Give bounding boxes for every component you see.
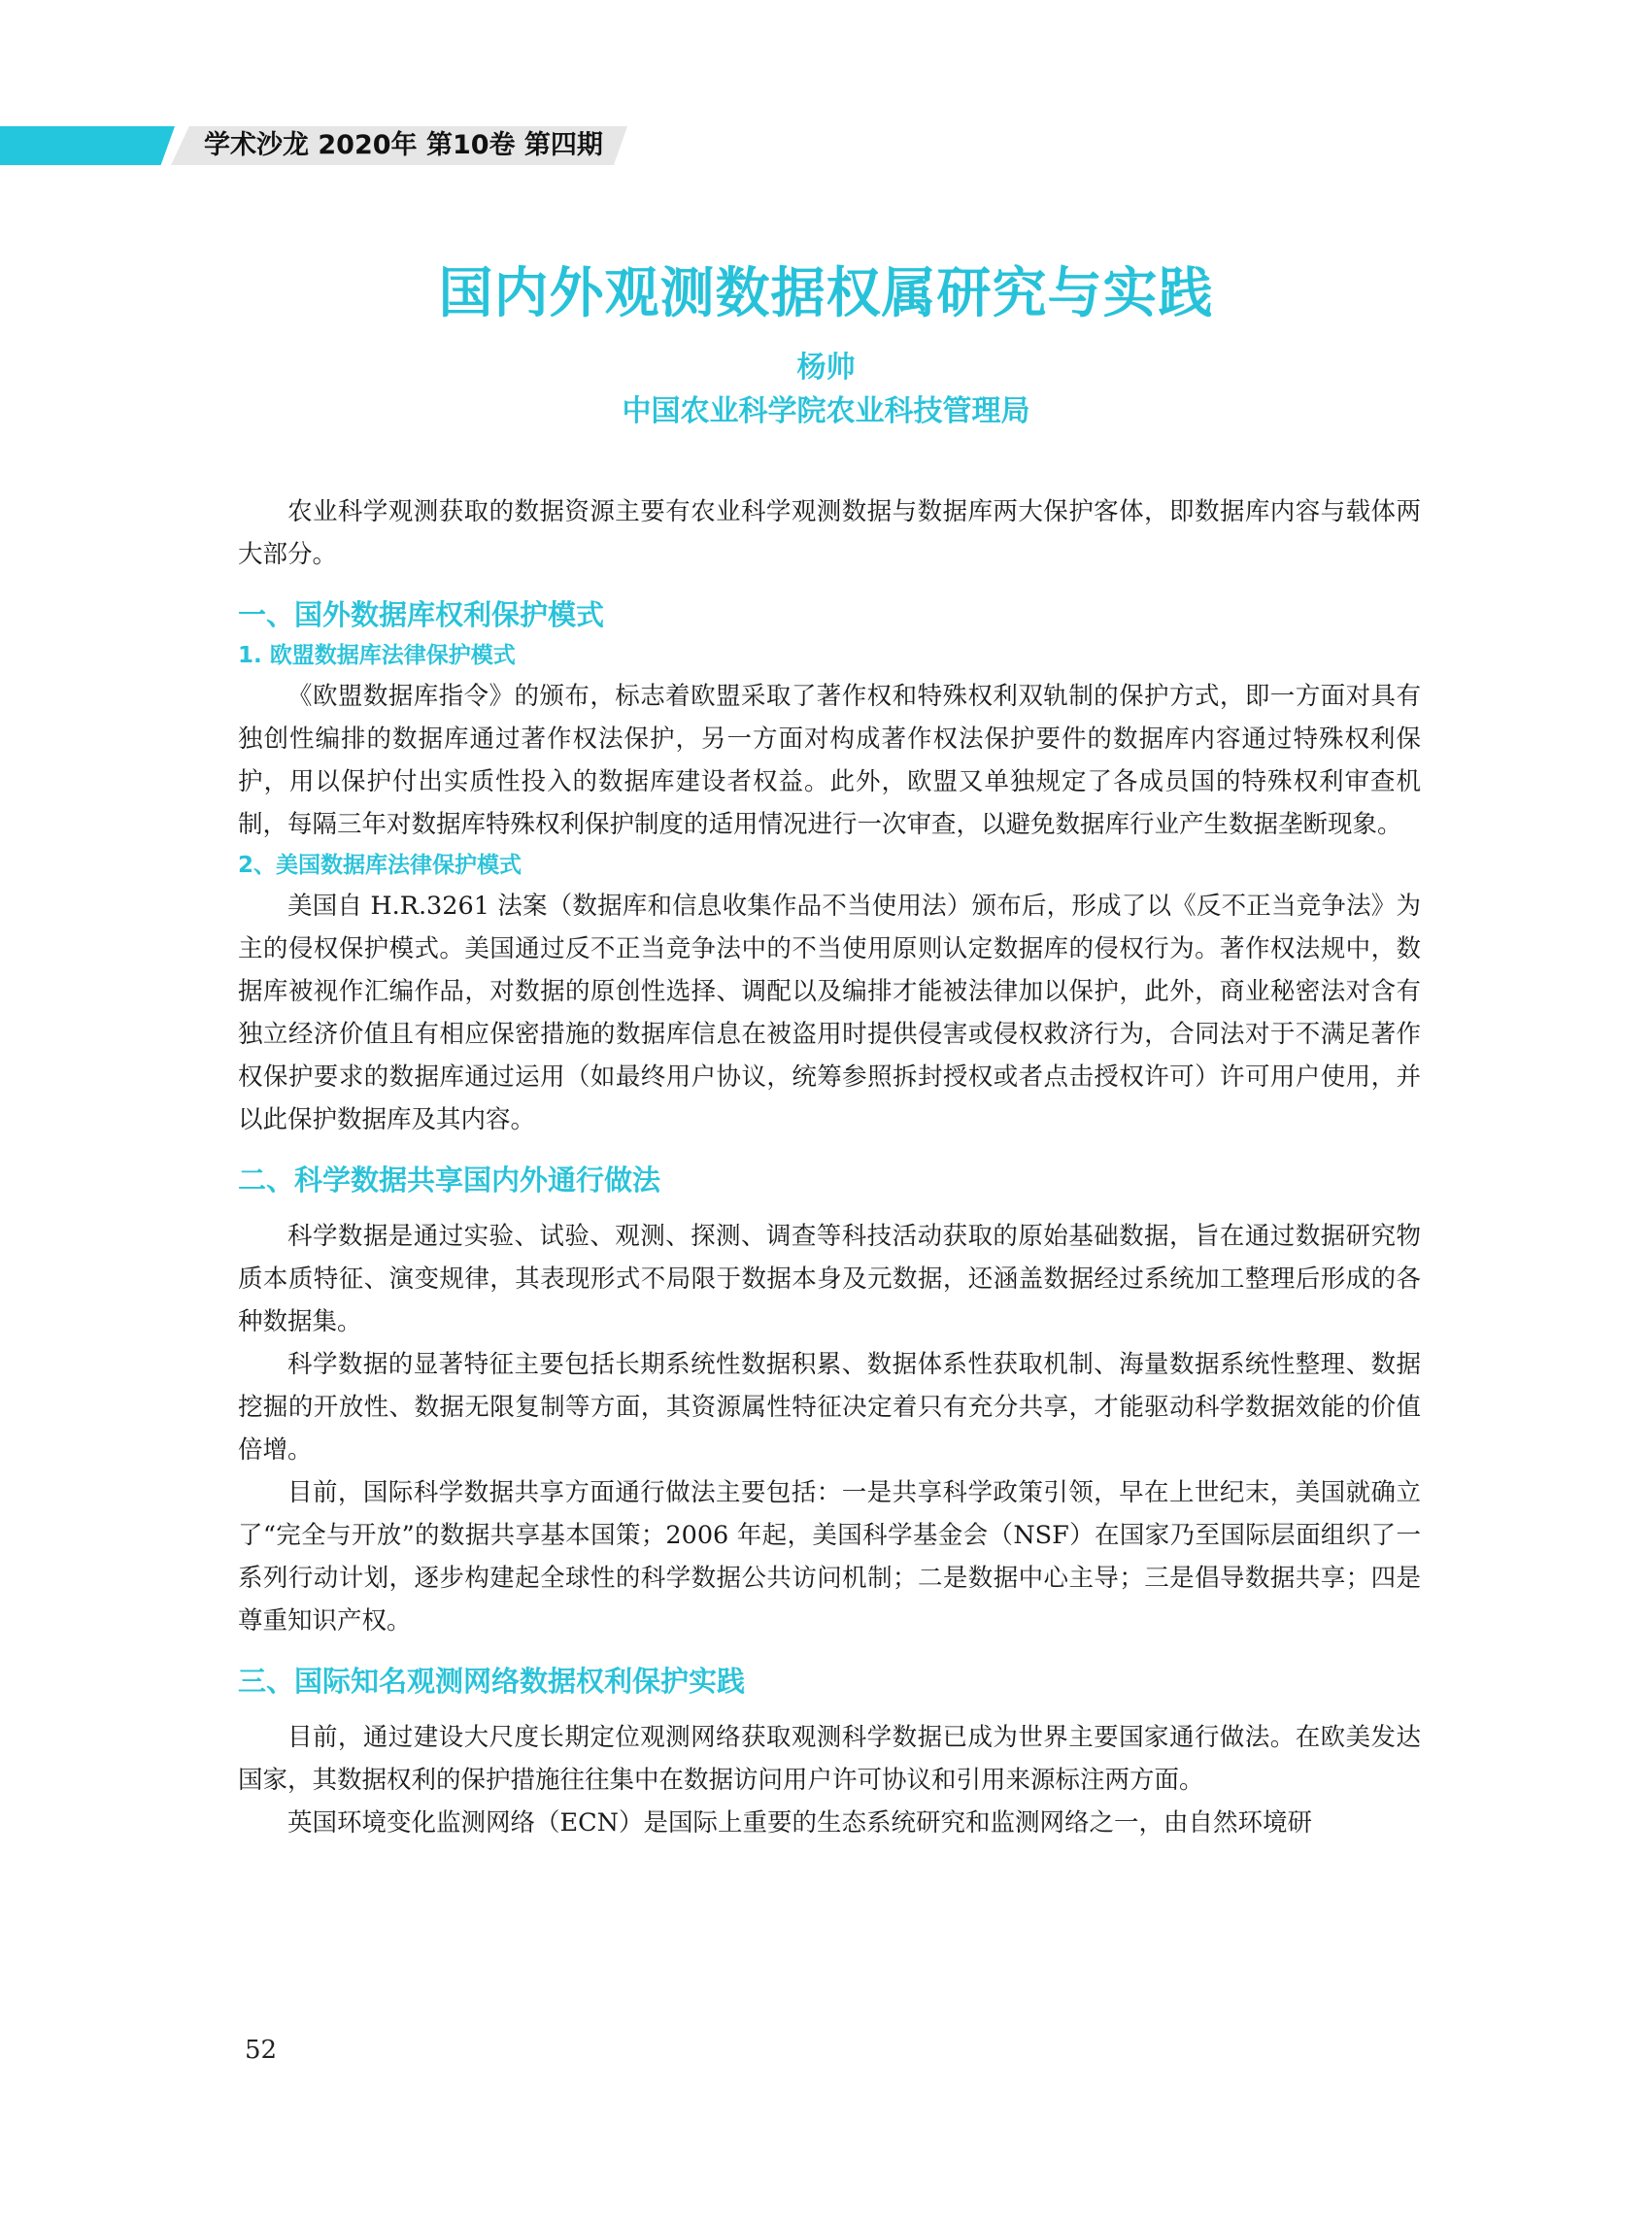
article-body [238, 490, 1421, 1844]
article-author: 杨帅 [796, 351, 856, 385]
paragraph: 目前，国际科学数据共享方面通行做法主要包括：一是共享科学政策引领，早在上世纪末，美国就确立了“完全与开放”的数据共享基本国策；2006 年起，美国科学基金会（NSF）在国家乃至国际层面组织了一系列行动计划，逐步构建起全球性的科学数据公共访问机制；二是数据中心主导；三是倡导数据共享；四是尊重知识产权。 [238, 1478, 1421, 1636]
paragraph: 英国环境变化监测网络（ECN）是国际上重要的生态系统研究和监测网络之一，由自然环境研 [287, 1808, 1312, 1838]
paragraph: 目前，通过建设大尺度长期定位观测网络获取观测科学数据已成为世界主要国家通行做法。在欧美发达国家，其数据权利的保护措施往往集中在数据访问用户许可协议和引用来源标注两方面。 [238, 1723, 1421, 1795]
paragraph: 美国自 H.R.3261 法案（数据库和信息收集作品不当使用法）颁布后，形成了以《反不正当竞争法》为主的侵权保护模式。美国通过反不正当竞争法中的不当使用原则认定数据库的侵权行为。著作权法规中，数据库被视作汇编作品，对数据的原创性选择、调配以及编排才能被法律加以保护，此外，商业秘密法对含有独立经济价值且有相应保密措施的数据库信息在被盗用时提供侵害或侵权救济行为，合同法对于不满足著作权保护要求的数据库通过运用（如最终用户协议，统筹参照拆封授权或者点击授权许可）许可用户使用，并以此保护数据库及其内容。 [238, 892, 1421, 1134]
paragraph: 《欧盟数据库指令》的颁布，标志着欧盟采取了著作权和特殊权利双轨制的保护方式，即一方面对具有独创性编排的数据库通过著作权法保护，另一方面对构成著作权法保护要件的数据库内容通过特殊权利保护，用以保护付出实质性投入的数据库建设者权益。此外，欧盟又单独规定了各成员国的特殊权利审查机制，每隔三年对数据库特殊权利保护制度的适用情况进行一次审查，以避免数据库行业产生数据垄断现象。 [238, 682, 1421, 839]
subsection-heading-1-1: 1. 欧盟数据库法律保护模式 [238, 643, 516, 668]
section-heading-2: 二、科学数据共享国内外通行做法 [238, 1164, 661, 1197]
intro-paragraph: 农业科学观测获取的数据资源主要有农业科学观测数据与数据库两大保护客体，即数据库内容与载体两大部分。 [238, 497, 1421, 569]
section-heading-3: 三、国际知名观测网络数据权利保护实践 [238, 1665, 746, 1698]
journal-header: 学术沙龙 2020年 第10卷 第四期 [204, 130, 603, 160]
paragraph: 科学数据的显著特征主要包括长期系统性数据积累、数据体系性获取机制、海量数据系统性整理、数据挖掘的开放性、数据无限复制等方面，其资源属性特征决定着只有充分共享，才能驱动科学数据效能的价值倍增。 [238, 1350, 1421, 1465]
paragraph: 科学数据是通过实验、试验、观测、探测、调查等科技活动获取的原始基础数据，旨在通过数据研究物质本质特征、演变规律，其表现形式不局限于数据本身及元数据，还涵盖数据经过系统加工整理后形成的各种数据集。 [238, 1222, 1421, 1336]
subsection-heading-1-2: 2、美国数据库法律保护模式 [238, 853, 523, 878]
section-heading-1: 一、国外数据库权利保护模式 [238, 598, 605, 631]
page-number: 52 [245, 2036, 278, 2065]
article-affiliation: 中国农业科学院农业科技管理局 [622, 394, 1030, 428]
header-accent-bar [0, 126, 175, 165]
article-title: 国内外观测数据权属研究与实践 [438, 261, 1214, 325]
